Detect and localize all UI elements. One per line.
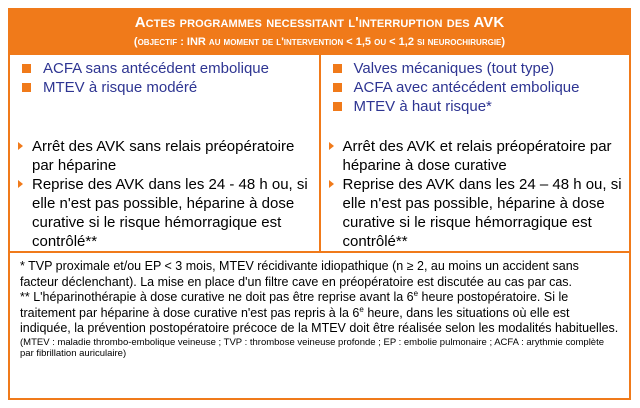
list-item: Valves mécaniques (tout type): [329, 59, 624, 78]
header-title: Actes programmes necessitant l'interruption des AVK: [134, 14, 505, 31]
square-bullet-icon: [22, 83, 31, 92]
square-bullet-icon: [333, 64, 342, 73]
footnote-1: * TVP proximale et/ou EP < 3 mois, MTEV récidivante idiopathique (n ≥ 2, au moins un accident sans facteur déclenchant). La mise en place d'un filtre cave en préopératoire est discutée au cas par cas.: [20, 259, 579, 289]
columns: [10, 55, 629, 253]
list-item: Arrêt des AVK et relais préopératoire par héparine à dose curative: [329, 137, 624, 175]
square-bullet-icon: [22, 64, 31, 73]
abbreviations: (MTEV : maladie thrombo-embolique veineuse ; TVP : thrombose veineuse profonde ; EP : embolie pulmonaire ; ACFA : arythmie complète par fibrillation auriculaire): [20, 336, 605, 359]
arrow-bullet-icon: [329, 142, 334, 150]
right-column: [321, 55, 630, 251]
list-item: MTEV à haut risque*: [329, 97, 624, 116]
arrow-bullet-icon: [329, 180, 334, 188]
protocol-card: [8, 8, 631, 400]
list-item: Arrêt des AVK sans relais préopératoire par héparine: [18, 137, 313, 175]
list-item: ACFA sans antécédent embolique: [18, 59, 313, 78]
list-item: MTEV à risque modéré: [18, 78, 313, 97]
square-bullet-icon: [333, 102, 342, 111]
arrow-bullet-icon: [18, 180, 23, 188]
left-column: [10, 55, 321, 251]
list-item: Reprise des AVK dans les 24 – 48 h ou, si elle n'est pas possible, héparine à dose curative si le risque hémorragique est contrôlé**: [329, 175, 624, 251]
arrow-bullet-icon: [18, 142, 23, 150]
footnote-2: ** L'héparinothérapie à dose curative ne doit pas être reprise avant la 6e heure postopératoire. Si le traitement par héparine à dose curative n'est pas repris à la 6e heure, dans les situations où elle est indiquée, la prévention postopératoire précoce de la MTEV doit être réalisée selon les modalités habituelles.: [20, 288, 619, 335]
list-item: ACFA avec antécédent embolique: [329, 78, 624, 97]
footnotes: [10, 253, 629, 360]
card-header: [10, 10, 629, 55]
header-subtitle: (objectif : INR au moment de l'intervention < 1,5 ou < 1,2 si neurochirurgie): [133, 36, 506, 48]
list-item: Reprise des AVK dans les 24 - 48 h ou, si elle n'est pas possible, héparine à dose curative si le risque hémorragique est contrôlé**: [18, 175, 313, 251]
square-bullet-icon: [333, 83, 342, 92]
